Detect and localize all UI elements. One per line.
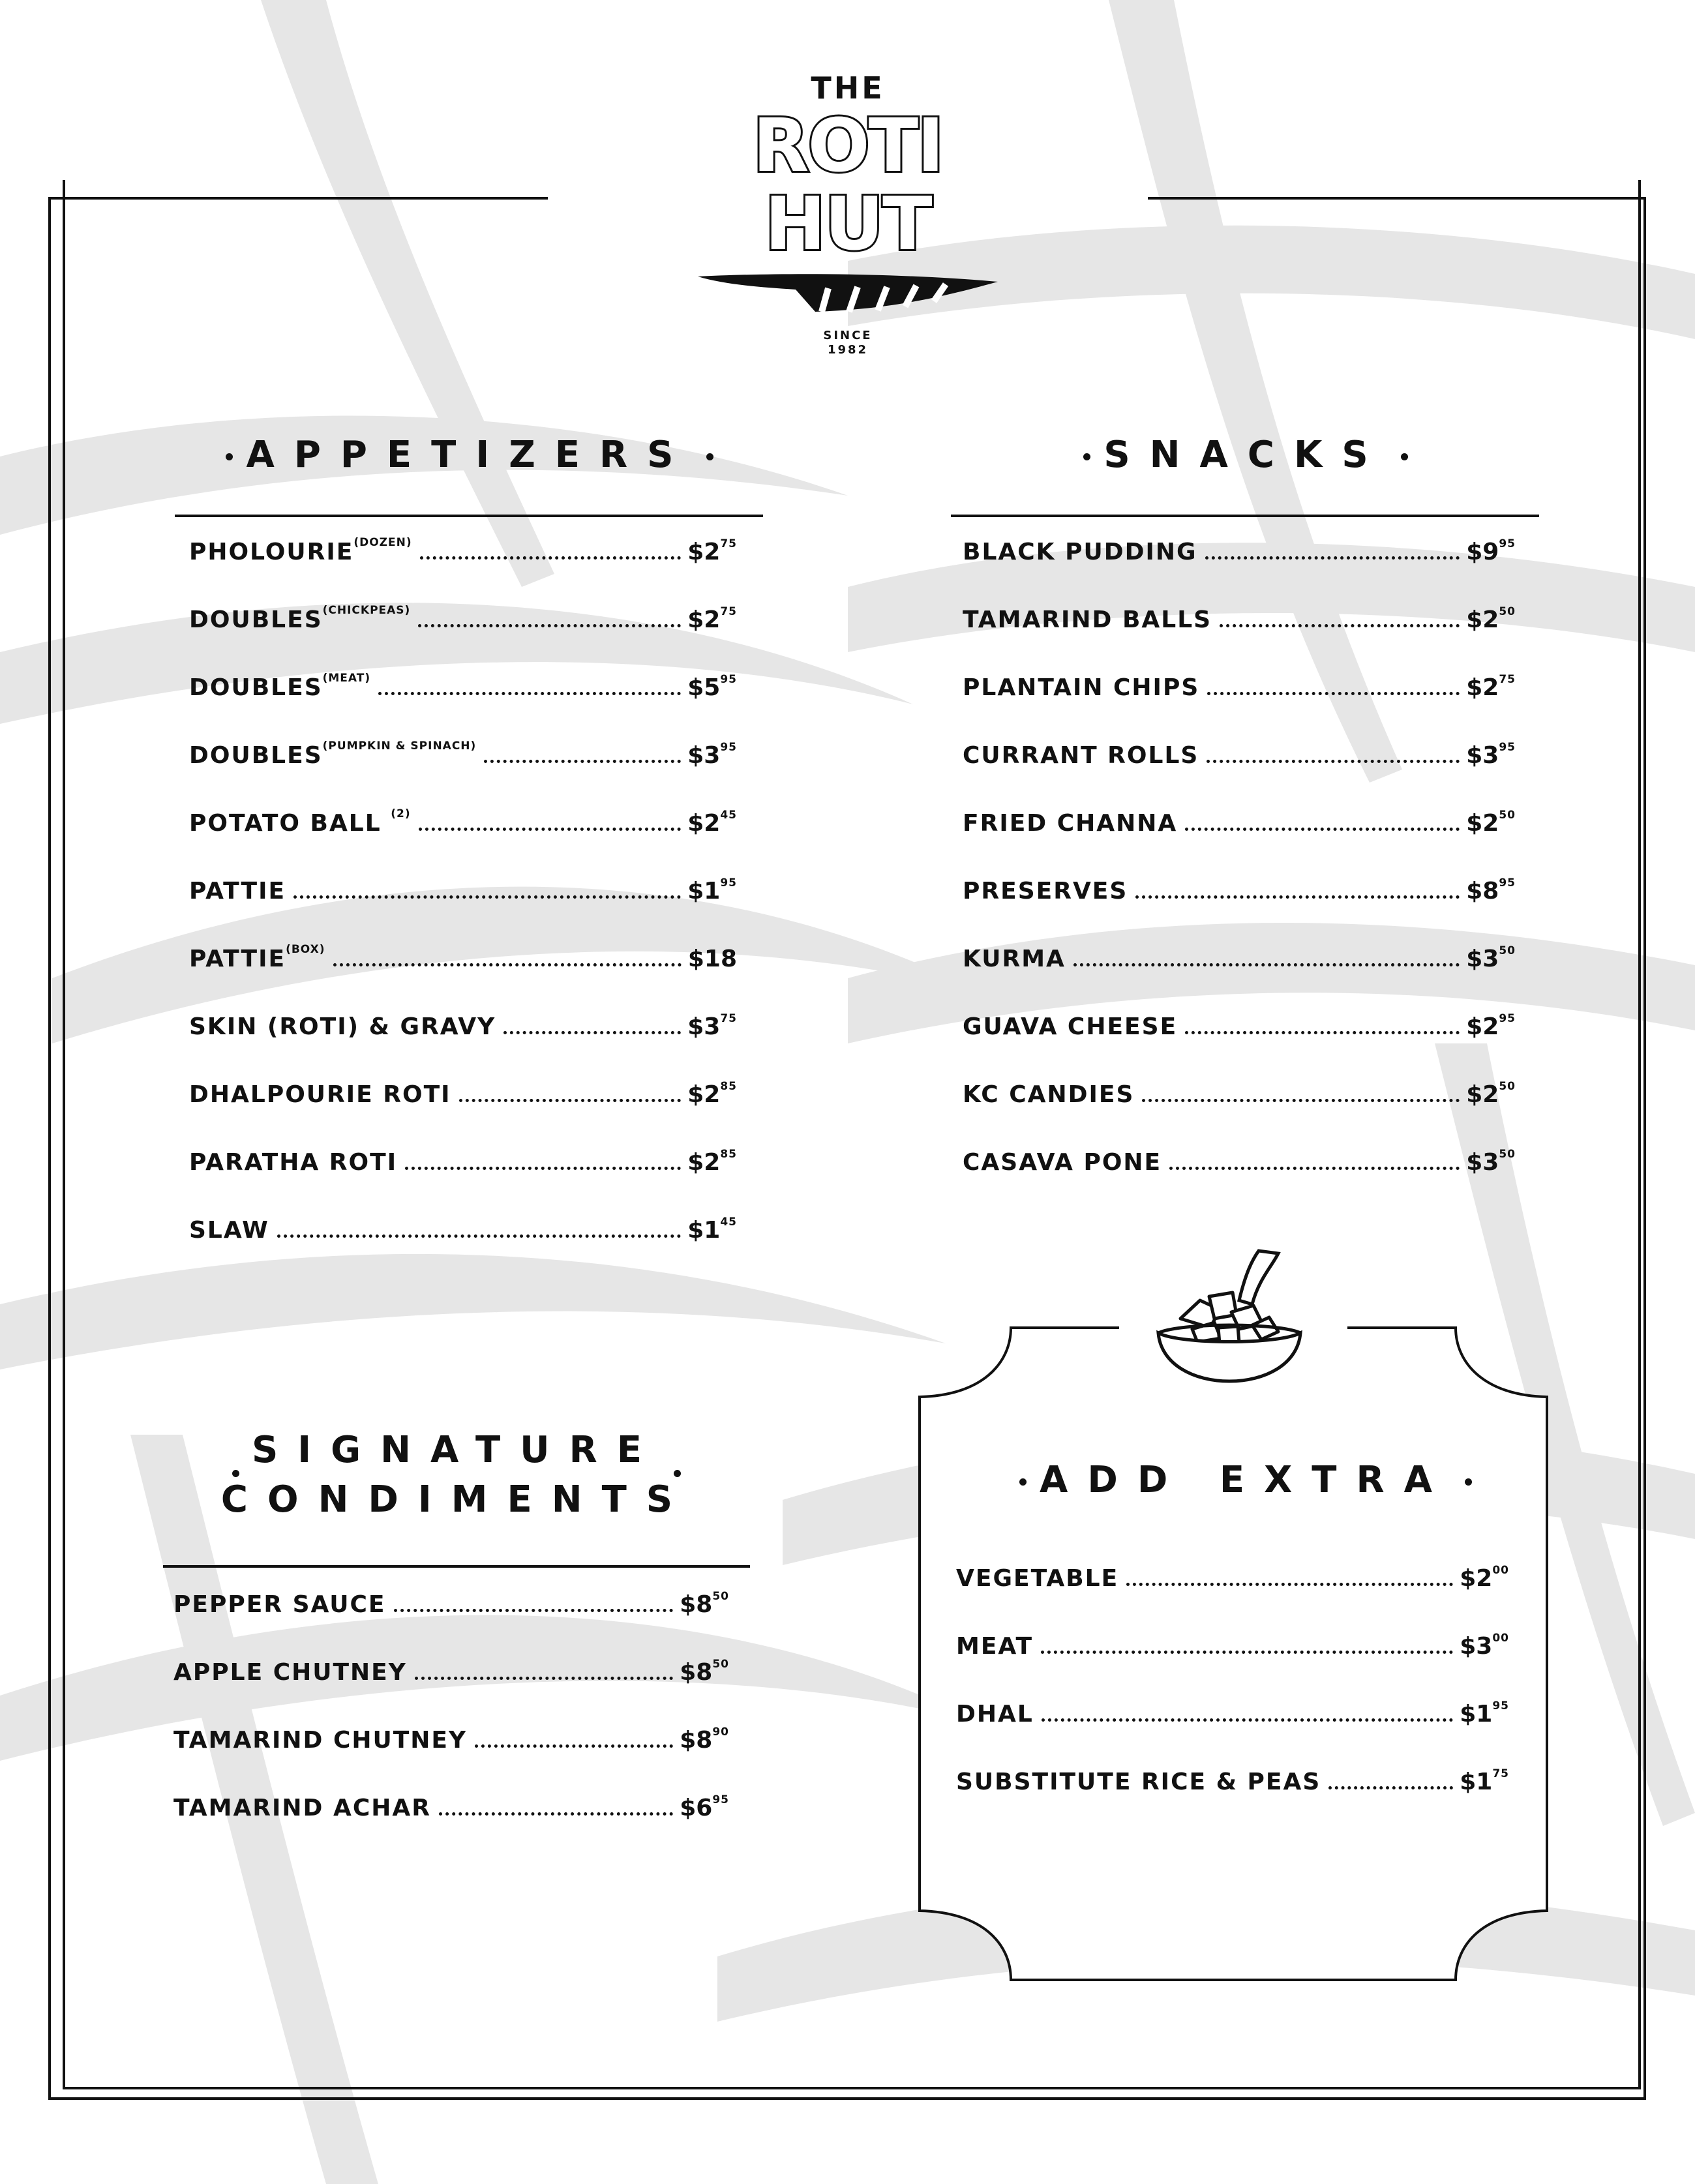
list-item: TAMARIND BALLS $\$2^{50}$ [963,605,1516,633]
list-item: BLACK PUDDING $\$9^{95}$ [963,537,1516,565]
list-item: SKIN (ROTI) & GRAVY $\$3^{75}$ [189,1012,737,1040]
appetizers-title: APPETIZERS [176,430,763,480]
logo-name: ROTI HUT [753,104,943,267]
list-item: POTATO BALL $^{(2)}$ $\$2^{45}$ [189,807,737,837]
appetizers-rule [175,515,763,517]
list-item: $DOUBLES^{(CHICKPEAS)}$ $\$2^{75}$ [189,604,737,633]
list-item: TAMARIND ACHAR $\$6^{95}$ [173,1793,729,1821]
condiments-title: SIGNATURE CONDIMENTS [220,1429,693,1521]
list-item: TAMARIND CHUTNEY $\$8^{90}$ [173,1726,729,1754]
bowl-of-cubes-icon [1154,1247,1304,1390]
leaf-logo-icon [698,270,998,316]
list-item: PLANTAIN CHIPS $\$2^{75}$ [963,673,1516,701]
list-item: KC CANDIES $\$2^{50}$ [963,1080,1516,1108]
list-item: PRESERVES $\$8^{95}$ [963,876,1516,905]
list-item: KURMA $\$3^{50}$ [963,944,1516,972]
list-item: FRIED CHANNA $\$2^{50}$ [963,809,1516,837]
list-item: DHAL $\$1^{95}$ [956,1699,1509,1728]
snacks-rule [951,515,1539,517]
list-item: APPLE CHUTNEY $\$8^{50}$ [173,1658,729,1686]
logo-year: 1982 [827,343,869,357]
list-item: MEAT $\$3^{00}$ [956,1632,1509,1660]
list-item: $PATTIE^{(BOX)}$ $18 [189,943,737,972]
add-extra-title: ADD EXTRA [952,1456,1539,1505]
list-item: GUAVA CHEESE $\$2^{95}$ [963,1012,1516,1040]
list-item: SUBSTITUTE RICE & PEAS $\$1^{75}$ [956,1767,1509,1795]
logo-since: SINCE [823,329,873,342]
list-item: PEPPER SAUCE $\$8^{50}$ [173,1590,729,1618]
list-item: CASAVA PONE $\$3^{50}$ [963,1148,1516,1176]
list-item: SLAW $\$1^{45}$ [189,1216,737,1244]
snacks-title: SNACKS [952,430,1539,480]
list-item: $DOUBLES^{(MEAT)}$ $\$5^{95}$ [189,672,737,701]
list-item: PATTIE $\$1^{95}$ [189,876,737,905]
list-item: DHALPOURIE ROTI $\$2^{85}$ [189,1080,737,1108]
condiments-rule [163,1565,750,1568]
list-item: PARATHA ROTI $\$2^{85}$ [189,1148,737,1176]
logo [672,72,1024,357]
list-item: VEGETABLE $\$2^{00}$ [956,1564,1509,1592]
list-item: $PHOLOURIE^{(DOZEN)}$ $\$2^{75}$ [189,536,737,565]
list-item: CURRANT ROLLS $\$3^{95}$ [963,741,1516,769]
logo-the: THE [811,70,885,106]
list-item: $DOUBLES^{(PUMPKIN \& SPINACH)}$ $\$3^{95}$ [189,740,737,769]
